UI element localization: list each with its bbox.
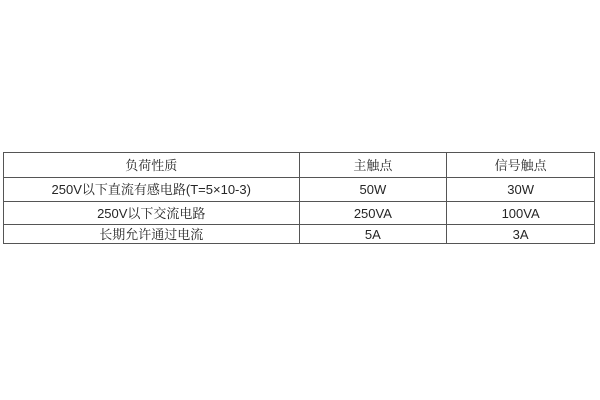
column-header-main-contact: 主触点 bbox=[299, 153, 447, 178]
cell-signal-contact: 30W bbox=[447, 178, 595, 202]
table-row bbox=[4, 225, 595, 244]
table-row bbox=[4, 202, 595, 225]
cell-load-nature: 250V以下直流有感电路(T=5×10-3) bbox=[4, 178, 300, 202]
cell-signal-contact: 100VA bbox=[447, 202, 595, 225]
contact-load-spec-table bbox=[3, 152, 595, 244]
cell-main-contact: 250VA bbox=[299, 202, 447, 225]
cell-main-contact: 5A bbox=[299, 225, 447, 244]
column-header-signal-contact: 信号触点 bbox=[447, 153, 595, 178]
table-header-row bbox=[4, 153, 595, 178]
column-header-load-nature: 负荷性质 bbox=[4, 153, 300, 178]
cell-load-nature: 长期允许通过电流 bbox=[4, 225, 300, 244]
cell-main-contact: 50W bbox=[299, 178, 447, 202]
cell-load-nature: 250V以下交流电路 bbox=[4, 202, 300, 225]
table-row bbox=[4, 178, 595, 202]
cell-signal-contact: 3A bbox=[447, 225, 595, 244]
